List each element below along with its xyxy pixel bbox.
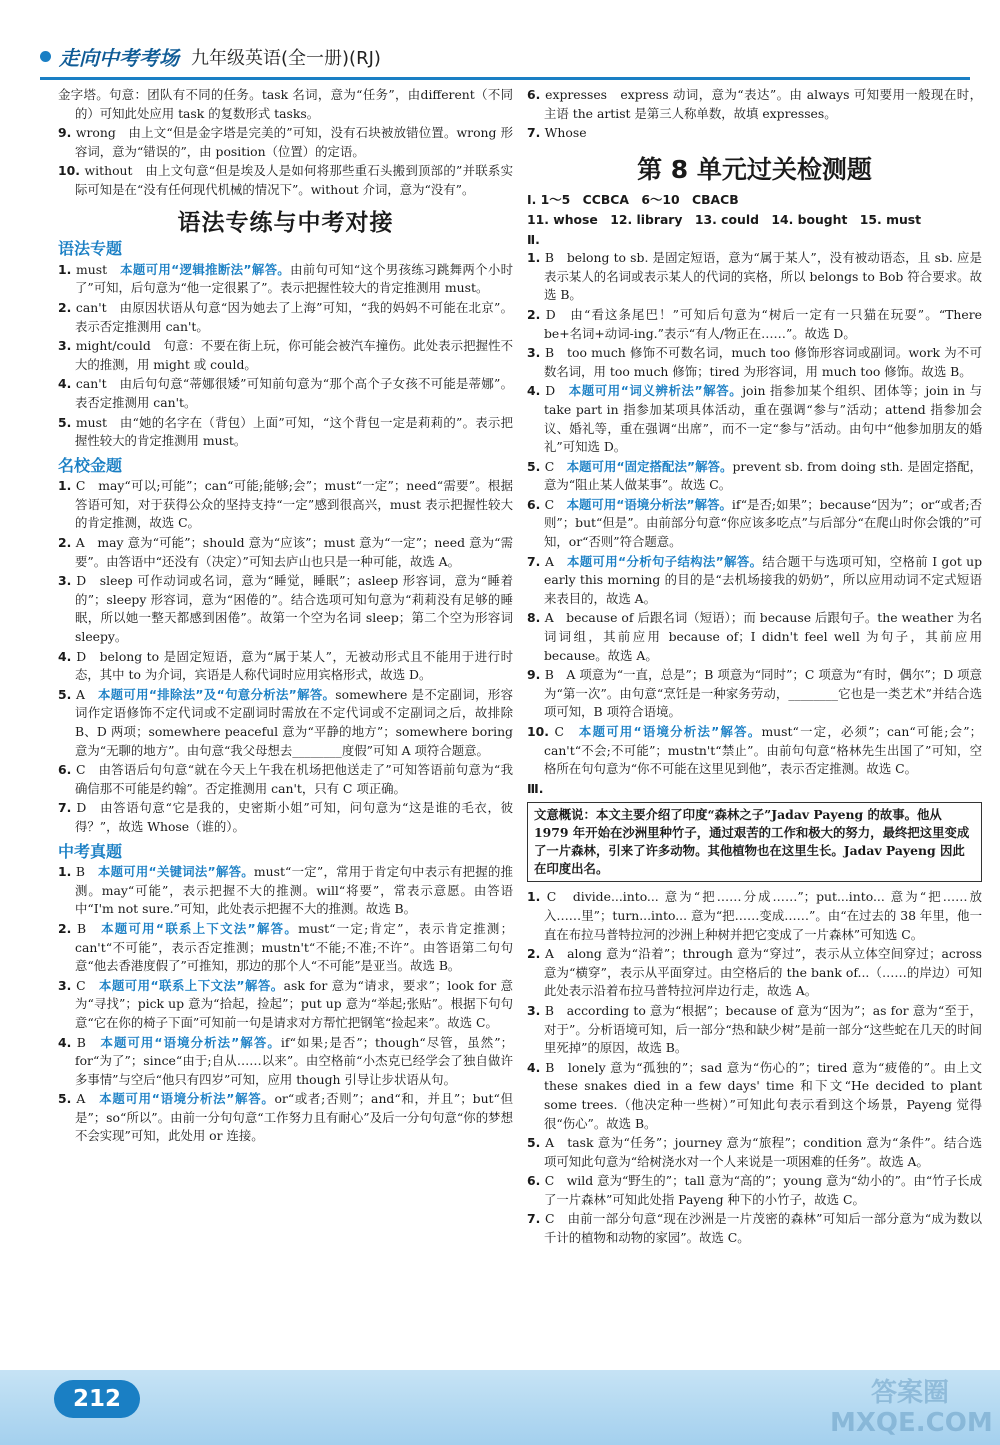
item-explanation: 由后句句意“蒂娜很矮”可知前句意为“那个高个子女孩不可能是蒂娜”。表否定推测用 can't。 xyxy=(75,376,513,410)
item-number: 2. xyxy=(527,946,546,962)
answer-item xyxy=(527,344,982,381)
answer-item xyxy=(58,799,513,836)
answer-item xyxy=(58,1090,513,1146)
answer-item xyxy=(527,124,982,143)
item-explanation: sleep 可作动词或名词，意为“睡觉，睡眠”；asleep 形容词，意为“睡着的”；sleepy 形容词，意为“困倦的”。结合选项可知句意为“莉莉没有足够的睡眠，所以她一整天都感到困倦”。故第一个空为名词 sleep；第二个空为形容词 sleepy。 xyxy=(75,573,513,645)
item-explanation: Whose xyxy=(544,125,587,141)
item-explanation: according to 意为“根据”；because of 意为“因为”；as for 意为“至于，对于”。分析语境可知，后一部分“热和缺少树”是前一部分“这些蛇在几天的时间里死掉”的原因，故选 B。 xyxy=(544,1002,982,1056)
item-number: 4. xyxy=(58,376,76,392)
item-number: 10. xyxy=(527,724,555,739)
answer-item xyxy=(527,496,982,552)
answer-item xyxy=(527,1210,982,1247)
answer-item xyxy=(527,458,982,495)
item-explanation: divide...into... 意为“把……分成……”；put...into... 意为“把……放入……里”；turn...into... 意为“把……变成……”。由“在过去的 38 年里，他一直在布拉马普特拉河的沙洲上种树并把它变成了一片森林”可知选 C。 xyxy=(544,889,982,942)
method-hint: 本题可用“关键词法”解答。 xyxy=(97,864,254,880)
item-number: 8. xyxy=(527,610,545,626)
item-explanation: may 意为“可能”；should 意为“应该”；must 意为“一定”；need 意为“需要”。由答语中“还没有（决定）”可知去庐山也只是一种可能，故选 A。 xyxy=(75,535,513,569)
part1-answers xyxy=(527,191,982,210)
answer-item xyxy=(58,572,513,646)
item-answer: B xyxy=(544,345,568,361)
item-explanation: may“可以;可能”；can“可能;能够;会”；must“一定”；need“需要”。根据答语可知，对于获得公众的坚持支持“一定”感到很高兴，must 表示把握性较大的肯定推测，故选 C。 xyxy=(75,478,513,531)
item-answer: B xyxy=(75,864,98,880)
item-answer: A xyxy=(76,1091,100,1107)
item-number: 2. xyxy=(58,299,76,315)
item-number: 4. xyxy=(58,1034,77,1050)
unit-title: 第 8 单元过关检测题 xyxy=(637,154,872,184)
item-explanation: 由答语后句句意“就在今天上午我在机场把他送走了”可知答语前句意为“我确信那不可能是约翰”。否定推测用 can't，只有 C 项正确。 xyxy=(75,762,513,796)
item-number: 6. xyxy=(527,87,546,102)
item-answer: A xyxy=(545,1135,568,1151)
item-answer: C xyxy=(75,478,99,494)
item-answer: must xyxy=(75,414,120,430)
item-number: 3. xyxy=(527,345,545,361)
item-number: 2. xyxy=(527,306,546,322)
answer-item xyxy=(527,1002,982,1058)
answer-item xyxy=(527,382,982,456)
method-hint: 本题可用“语境分析法”解答。 xyxy=(100,1034,281,1050)
item-explanation: because of 后跟名词（短语）；而 because 后跟句子。the weather 为名词词组，其前应用 because of；I didn't feel well 为句子，其前应用 because。故选 A。 xyxy=(544,610,982,663)
item-explanation: must“一定;肯定”，表示肯定推测；can't“不可能”，表示否定推测；mustn't“不能;不准;不许”。由答语第二句句意“他去香港度假了”可推知，那边的那个人“不可能”是亚当。故选 B。 xyxy=(75,920,513,974)
method-hint: 本题可用“分析句子结构法”解答。 xyxy=(567,553,763,569)
item-number: 3. xyxy=(58,977,77,993)
method-hint: 本题可用“词义辨析法”解答。 xyxy=(568,383,743,399)
answer-item xyxy=(58,534,513,571)
item-explanation: wild 意为“野生的”；tall 意为“高的”；young 意为“幼小的”。由“竹子长成了一片森林”可知此处指 Payeng 种下的小竹子，故选 C。 xyxy=(544,1173,982,1207)
item-explanation: somewhere 是不定副词，形容词作定语修饰不定代词或不定副词时需放在不定代词或不定副词之后，故排除 B、D 两项；somewhere peaceful 意为“平静的地方”；somewhere boring 意为“无聊的地方”。由句意“我父母想去________度假”可知 A 项符合题意。 xyxy=(75,686,513,758)
item-explanation: or“或者;否则”；and“和，并且”；but“但是”；so“所以”。由前一分句句意“工作努力且有耐心”及后一分句句意“你的梦想不会实现”可知，此处用 or 连接。 xyxy=(75,1091,513,1144)
method-hint: 本题可用“语境分析法”解答。 xyxy=(578,724,762,739)
item-number: 6. xyxy=(527,1173,545,1189)
item-answer: A xyxy=(544,610,567,626)
answer-item xyxy=(58,761,513,798)
item-explanation: belong to sb. 是固定短语，意为“属于某人”，没有被动语态，且 sb. 应是表示某人的名词或表示某人的代词的宾格，所以 belongs to Bob 符合要求。故选 B。 xyxy=(544,250,982,303)
answer-item xyxy=(527,609,982,665)
item-answer: B xyxy=(544,250,567,266)
item-answer: C xyxy=(545,1211,568,1227)
item-number: 5. xyxy=(527,1135,546,1151)
item-answer: C xyxy=(544,1173,567,1189)
item-explanation: expresses express 动词，意为“表达”。由 always 可知要用一般现在时，主语 the artist 是第三人称单数，故填 expresses。 xyxy=(544,87,982,121)
item-number: 4. xyxy=(527,383,546,399)
page-number: 212 xyxy=(54,1380,140,1418)
item-explanation: 由前一部分句意“现在沙洲是一片茂密的森林”可知后一部分意为“成为数以千计的植物和动物的家园”。故选 C。 xyxy=(544,1211,982,1246)
answer-item xyxy=(527,945,982,1001)
item-number: 1. xyxy=(58,261,76,277)
item-explanation: 由前句可知“这个男孩练习跳舞两个小时了”可知，后句意为“他一定很累了”。表示把握性较大的肯定推测用 must。 xyxy=(75,261,513,296)
item-answer: B xyxy=(76,1034,101,1050)
answer-item xyxy=(527,1134,982,1171)
item-number: 5. xyxy=(58,414,76,430)
item-explanation: if“是否;如果”；because“因为”；or“或者;否则”；but“但是”。由前部分句意“你应该多吃点”与后部分“在爬山时你会饿的”可知，or“否则”符合题意。 xyxy=(544,496,982,550)
answer-item xyxy=(527,888,982,944)
item-number: 10. xyxy=(58,163,85,179)
answer-item xyxy=(527,86,982,123)
answer-item xyxy=(527,1059,982,1133)
subsection-title: 中考真题 xyxy=(58,841,123,861)
item-number: 9. xyxy=(527,667,545,683)
answer-item xyxy=(58,977,513,1033)
answer-item xyxy=(527,1172,982,1209)
item-number: 6. xyxy=(527,496,545,512)
item-number: 1. xyxy=(527,250,545,266)
item-answer: A xyxy=(75,535,98,551)
item-explanation: join 指参加某个组织、团体等；join in 与 take part in 指参加某项具体活动，重在强调“参与”活动；attend 指参加会议、婚礼等，重在强调“出席”，而不一定“参与”活动。由句中“他参加朋友的婚礼”可知选 D。 xyxy=(544,383,983,455)
item-number: 3. xyxy=(527,1002,545,1018)
answer-key-line: 11. whose 12. library 13. could 14. bought 15. must xyxy=(527,211,922,227)
item-explanation: ask for 意为“请求，要求”；look for 意为“寻找”；pick up 意为“拾起，捡起”；put up 意为“举起;张贴”。根据下句句意“它在你的椅子下面”可知前一句是请求对方帮忙把钢笔“捡起来”。故选 C。 xyxy=(75,977,513,1030)
item-number: 7. xyxy=(527,1211,545,1227)
answer-item xyxy=(58,337,513,374)
answer-item xyxy=(58,124,513,161)
answer-item xyxy=(58,920,513,976)
item-answer: B xyxy=(544,667,567,683)
item-explanation: 由“她的名字在（背包）上面”可知，“这个背包一定是莉莉的”。表示把握性较大的肯定推测用 must。 xyxy=(75,414,513,449)
item-answer: B xyxy=(545,1059,568,1075)
part-label: Ⅲ. xyxy=(527,780,544,796)
item-answer: D xyxy=(76,573,100,589)
item-explanation: task 意为“任务”；journey 意为“旅程”；condition 意为“条件”。结合选项可知此句意为“给树浇水对一个人来说是一项困难的任务”。故选 A。 xyxy=(544,1135,982,1169)
watermark-logo: 答案圈 MXQE.COM xyxy=(830,1378,993,1438)
subsection-title: 名校金题 xyxy=(58,455,123,475)
item-number: 5. xyxy=(58,686,76,702)
left-column xyxy=(58,86,513,1147)
method-hint: 本题可用“联系上下文法”解答。 xyxy=(101,920,299,936)
method-hint: 本题可用“联系上下文法”解答。 xyxy=(98,977,284,993)
item-number: 1. xyxy=(527,889,547,905)
item-answer: A xyxy=(545,946,568,962)
item-answer: C xyxy=(76,977,99,993)
item-explanation: lonely 意为“孤独的”；sad 意为“伤心的”；tired 意为“疲倦的”。由上文 these snakes died in a few days' time 和下文“He decided to plant some trees.（他决定种一些树）”可知此句表示看到这个场景，Payeng 觉得很“伤心”。故选 B。 xyxy=(544,1059,983,1131)
item-explanation: prevent sb. from doing sth. 是固定搭配，意为“阻止某人做某事”。故选 C。 xyxy=(544,458,982,493)
answer-key: 1～5 CCBCA 6～10 CBACB xyxy=(540,192,739,208)
item-answer: C xyxy=(546,889,573,905)
item-answer: A xyxy=(545,553,568,569)
item-answer: C xyxy=(544,458,567,474)
answer-item xyxy=(58,261,513,298)
item-answer: can't xyxy=(75,299,120,315)
item-number: 4. xyxy=(527,1059,546,1075)
answer-item xyxy=(527,723,982,779)
item-answer: C xyxy=(76,762,99,778)
right-column xyxy=(527,86,982,1249)
item-answer: D xyxy=(76,648,100,664)
item-answer: D xyxy=(545,306,571,322)
answer-item xyxy=(58,863,513,919)
item-answer: C xyxy=(544,496,567,512)
method-hint: 本题可用“语境分析法”解答。 xyxy=(566,496,732,512)
answer-item xyxy=(58,648,513,685)
method-hint: 本题可用“语境分析法”解答。 xyxy=(99,1091,275,1107)
item-number: 5. xyxy=(527,458,545,474)
answer-item xyxy=(58,375,513,412)
item-explanation: 由答语句意“它是我的，史密斯小姐”可知，问句意为“这是谁的毛衣，彼得？”，故选 Whose（谁的）。 xyxy=(75,800,513,834)
item-number: 3. xyxy=(58,338,76,354)
item-answer: must xyxy=(76,261,121,277)
item-explanation: 由原因状语从句意“因为她去了上海”可知，“我的妈妈不可能在北京”。表示否定推测用 can't。 xyxy=(75,299,513,334)
item-explanation: belong to 是固定短语，意为“属于某人”，无被动形式且不能用于进行时态，其中 to 为介词，宾语是人称代词时应用宾格形式，故选 D。 xyxy=(75,648,513,683)
item-explanation: 由“看这条尾巴！”可知后句意为“树后一定有一只猫在玩耍”。“There be+名词+动词-ing.”表示“有人/物正在……”。故选 D。 xyxy=(544,306,982,341)
item-answer: B xyxy=(76,920,102,936)
method-hint: 本题可用“排除法”及“句意分析法”解答。 xyxy=(97,686,336,702)
item-explanation: if“如果;是否”；though“尽管，虽然”；for“为了”；since“由于;自从……以来”。由空格前“小杰克已经学会了独自做许多事情”与空后“他只有四岁”可知，应用 though 引导让步状语从句。 xyxy=(75,1034,513,1087)
part-label: Ⅰ. xyxy=(527,192,541,208)
method-hint: 本题可用“逻辑推断法”解答。 xyxy=(120,261,291,277)
summary-box: 文意概说：本文主要介绍了印度“森林之子”Jadav Payeng 的故事。他从 1979 年开始在沙洲里种竹子，通过艰苦的工作和极大的努力，最终把这里变成了一片森林，引来了许多动物。其他植物也在这里生长。Jadav Payeng 因此在印度出名。 xyxy=(527,802,982,882)
item-answer: D xyxy=(76,800,101,816)
answer-item xyxy=(58,477,513,533)
bullet-icon xyxy=(40,51,51,62)
intro-text: 金字塔。句意：团队有不同的任务。task 名词，意为“任务”，由different（不同的）可知此处应用 task 的复数形式 tasks。 xyxy=(58,87,513,121)
item-number: 4. xyxy=(58,648,77,664)
method-hint: 本题可用“固定搭配法”解答。 xyxy=(566,458,733,474)
answer-item xyxy=(527,249,982,305)
answer-item xyxy=(58,162,513,199)
subsection-title: 语法专题 xyxy=(58,239,123,259)
answer-item xyxy=(58,299,513,336)
item-explanation: A 项意为“一直，总是”；B 项意为“同时”；C 项意为“有时，偶尔”；D 项意为“第一次”。由句意“烹饪是一种家务劳动，________它也是一类艺术”并结合选项可知，B 项符合语境。 xyxy=(544,667,982,720)
item-answer: B xyxy=(544,1002,567,1018)
book-brand: 走向中考考场 xyxy=(59,46,179,70)
answer-item xyxy=(58,686,513,760)
answer-item xyxy=(527,553,982,609)
item-number: 3. xyxy=(58,573,77,589)
book-title: 九年级英语(全一册)(RJ) xyxy=(191,47,381,69)
item-explanation: wrong 由上文“但是金字塔是完美的”可知，没有石块被放错位置。wrong 形容词，意为“错误的”，由 position（位置）的定语。 xyxy=(75,125,513,159)
item-number: 5. xyxy=(58,1091,77,1107)
answer-item xyxy=(58,1034,513,1090)
answer-item xyxy=(58,414,513,451)
item-number: 7. xyxy=(527,125,545,141)
item-number: 9. xyxy=(58,125,76,141)
item-number: 7. xyxy=(58,800,77,816)
item-explanation: too much 修饰不可数名词，much too 修饰形容词或副词。work 为不可数名词，用 too much 修饰；tired 为形容词，用 much too 修饰。故选 B。 xyxy=(544,345,982,379)
answer-item xyxy=(527,666,982,722)
item-explanation: along 意为“沿着”；through 意为“穿过”，表示从立体空间穿过；across 意为“横穿”，表示从平面穿过。由空格后的 the bank of...（……的岸边）可知此处表示沿着布拉马普特拉河岸边行走，故选 A。 xyxy=(544,946,982,999)
item-number: 7. xyxy=(527,553,545,569)
item-explanation: must“一定，必须”；can“可能;会”；can't“不会;不可能”；mustn't“禁止”。由前句句意“格林先生出国了”可知，空格所在句句意为“你不可能在这里见到他”，表示否定推测。故选 C。 xyxy=(544,724,983,777)
item-answer: A xyxy=(75,686,98,702)
item-number: 1. xyxy=(58,478,76,494)
item-answer: can't xyxy=(75,376,120,392)
item-answer: C xyxy=(554,724,579,739)
item-explanation: must“一定”，常用于肯定句中表示有把握的推测。may“可能”，表示把握不大的推测。will“将要”，常表示意愿。由答语中“I'm not sure.”可知，此处表示把握不大的推测。故选 B。 xyxy=(75,864,513,917)
item-answer: might/could xyxy=(75,338,164,354)
answer-item xyxy=(527,306,982,343)
item-explanation: without 由上文句意“但是埃及人是如何将那些重石头搬到顶部的”并联系实际可知是在“没有任何现代机械的情况下”。without 介词，意为“没有”。 xyxy=(75,163,513,197)
part-label: Ⅱ. xyxy=(527,231,540,247)
item-explanation: 句意：不要在街上玩，你可能会被汽车撞伤。此处表示把握性不大的推测，用 might 或 could。 xyxy=(75,338,513,372)
section-title: 语法专练与中考对接 xyxy=(177,209,394,236)
item-explanation: 结合题干与选项可知，空格前 I got up early this morning 的目的是“去机场接我的奶奶”，所以应用动词不定式短语来表目的，故选 A。 xyxy=(544,553,983,606)
item-number: 6. xyxy=(58,762,76,778)
item-number: 1. xyxy=(58,864,76,880)
page-header xyxy=(40,36,970,80)
item-answer: D xyxy=(545,383,569,399)
item-number: 2. xyxy=(58,535,76,551)
item-number: 2. xyxy=(58,920,77,936)
